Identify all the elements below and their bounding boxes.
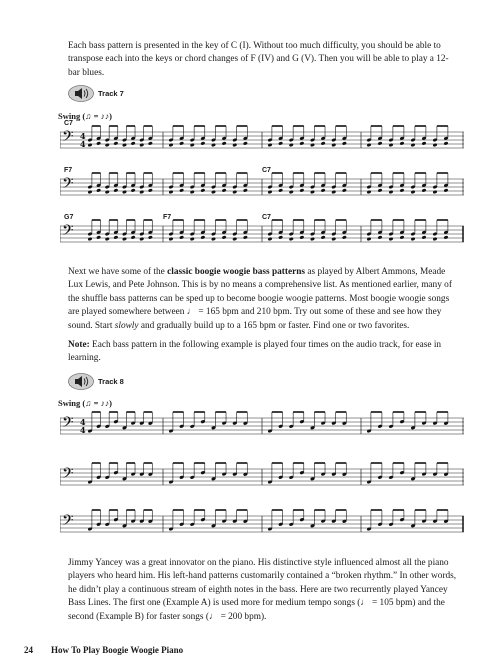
- track-8-badge: [68, 373, 124, 390]
- staff-row-5: [60, 455, 464, 499]
- note-paragraph: Note: Each bass pattern in the following example is played four times on the audio track, for ease in learning.: [68, 340, 442, 364]
- chord-label: C7: [262, 214, 271, 221]
- track-7-badge: [68, 85, 124, 102]
- svg-text:4: 4: [80, 425, 86, 435]
- intro-paragraph: Each bass pattern is presented in the key of C (I). Without too much difficulty, you should be able to transpose each into the keys or chord changes of F (IV) and G (V). Then you will be able to play a 12-bar blues.: [68, 41, 449, 78]
- svg-text:4: 4: [80, 131, 86, 141]
- chord-label: C7: [64, 120, 73, 127]
- svg-text:𝄢: 𝄢: [62, 512, 74, 533]
- track-7-label: Track 7: [98, 89, 124, 98]
- chord-label: F7: [163, 214, 172, 221]
- book-title: How To Play Boogie Woogie Piano: [51, 645, 184, 655]
- staff-row-4: [60, 404, 464, 448]
- track-8-label: Track 8: [98, 377, 124, 386]
- speaker-icon: [68, 373, 94, 390]
- svg-text:𝄢: 𝄢: [62, 465, 74, 486]
- chord-label: C7: [262, 167, 271, 174]
- svg-text:𝄢: 𝄢: [62, 414, 74, 435]
- speaker-icon: [68, 85, 94, 102]
- note-label: Note:: [68, 340, 90, 350]
- yancey-paragraph: Jimmy Yancey was a great innovator on the piano. His distinctive style influenced almost all the piano players who heard him. His left-hand patterns customarily contained a “broken rhythm.” In other words, he didn’t play a continuous stream of eighth notes in the bass. Here are two recurrently played Yancey Bass Lines. The first one (Example A) is used more for medium tempo songs (♩ = 105 bpm) and the second (Example B) for faster songs (♩ = 200 bpm).: [68, 558, 457, 622]
- svg-text:𝄢: 𝄢: [62, 128, 74, 149]
- chord-label: G7: [64, 214, 74, 221]
- svg-text:4: 4: [80, 417, 86, 427]
- swing-marking-8: Swing (♫ = ♪♪): [58, 398, 112, 408]
- svg-text:4: 4: [80, 139, 86, 149]
- bold-phrase: classic boogie woogie bass patterns: [167, 267, 306, 277]
- page-footer: [24, 645, 183, 655]
- swing-marking-7: Swing (♫ = ♪♪): [58, 111, 112, 121]
- chord-label: F7: [64, 167, 73, 174]
- staff-row-1: [60, 118, 464, 162]
- italic-word: slowly: [114, 320, 139, 331]
- page-number: 24: [24, 645, 33, 655]
- svg-text:𝄢: 𝄢: [62, 222, 74, 243]
- boogie-paragraph: Next we have some of the classic boogie woogie bass patterns as played by Albert Ammons, Meade Lux Lewis, and Pete Johnson. This is by no means a comprehensive list. As mentioned earlier, many of the shuffle bass patterns can be sped up to become boogie woogie patterns. Most boogie woogie songs are played somewhere between ♩ = 165 bpm and 210 bpm. Try out some of these and see how they sound. Start slowly and gradually build up to a 165 bpm or faster. Find one or two favorites.: [68, 267, 452, 331]
- svg-text:𝄢: 𝄢: [62, 175, 74, 196]
- staff-row-6: [60, 502, 464, 546]
